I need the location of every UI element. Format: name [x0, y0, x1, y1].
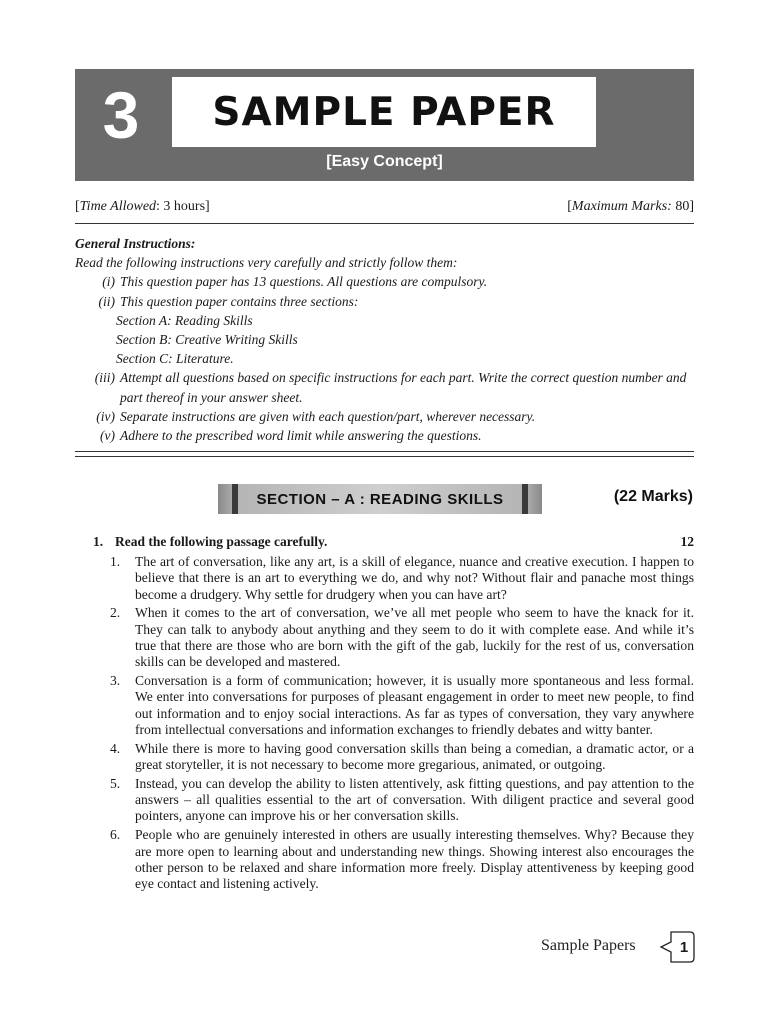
section-list-item: Section B: Creative Writing Skills: [116, 332, 298, 348]
passage-paragraph: 4. While there is more to having good conversation skills than being a comedian, a dramatic actor, or a great storyteller, it is not necessary to become more gregarious, animated, or outgoing.: [110, 740, 694, 773]
instruction-item: (iv) Separate instructions are given with each question/part, wherever necessary.: [96, 408, 536, 424]
instruction-item: (ii) This question paper contains three sections:: [98, 293, 359, 309]
paper-subtitle: [Easy Concept]: [326, 153, 443, 170]
passage-paragraph: 6. People who are genuinely interested in others are usually interesting themselves. Why? Because they are more open to learning about and understanding new things. Showing interest also encourages the other person to be relaxed and share information more freely. Display attentiveness by keeping good eye contact and listening actively.: [110, 827, 694, 892]
general-instructions: [75, 234, 694, 445]
section-title: SECTION – A : READING SKILLS: [256, 490, 504, 508]
divider: [75, 223, 694, 224]
section-marks: (22 Marks): [613, 488, 693, 505]
question-marks: 12: [680, 534, 694, 549]
instructions-intro: Read the following instructions very carefully and strictly follow them:: [75, 255, 458, 271]
question-text: Read the following passage carefully.: [115, 534, 328, 549]
instruction-item: (i) This question paper has 13 questions. All questions are compulsory.: [102, 274, 488, 290]
instruction-item: (v) Adhere to the prescribed word limit while answering the questions.: [100, 428, 482, 444]
maximum-marks: [Maximum Marks: 80]: [567, 199, 694, 214]
instructions-heading: General Instructions:: [75, 236, 196, 251]
section-list-item: Section A: Reading Skills: [116, 312, 253, 328]
question-heading: [93, 534, 694, 550]
passage-paragraph: 2. When it comes to the art of conversation, we’ve all met people who seem to have the knack for it. They can talk to anybody about anything and they seem to do it with complete ease. And while it’s true that there are those who are born with the gift of the gab, luckily for the rest of us, conversation skills can be developed and mastered.: [110, 605, 694, 670]
section-list-item: Section C: Literature.: [116, 351, 234, 367]
passage: [110, 554, 694, 895]
section-banner: [218, 484, 542, 514]
double-divider: [75, 451, 694, 457]
title-box: [172, 77, 596, 147]
passage-paragraph: 5. Instead, you can develop the ability to listen attentively, ask fitting questions, and pay attention to the answers – all qualities essential to the art of conversation. With diligent practice and several good pointers, anyone can improve his or her conversation skills.: [110, 775, 694, 824]
header-band: [75, 69, 694, 181]
passage-paragraph: 3. Conversation is a form of communication; however, it is usually more spontaneous and less formal. We enter into conversations for purposes of pleasant engagement in order to meet new people, to find out information and to enjoy social interactions. As far as types of conversation, they vary anywhere from intellectual conversations and information exchanges to friendly debates and witty banter.: [110, 673, 694, 737]
paper-title: SAMPLE PAPER: [212, 89, 556, 135]
paper-number: 3: [102, 78, 140, 152]
page-number-badge: [657, 931, 695, 963]
instruction-item: (iii) Attempt all questions based on specific instructions for each part. Write the correct question number and part thereof in your answer sheet.: [94, 370, 687, 405]
time-allowed: [Time Allowed: 3 hours]: [75, 199, 210, 214]
page-number: 1: [679, 938, 689, 956]
question-number: 1.: [93, 534, 104, 549]
meta-row: [75, 199, 694, 215]
passage-paragraph: 1. The art of conversation, like any art, is a skill of elegance, nuance and creative execution. I happen to believe that there is an art to everything we do, and why not? Without flair and panache most things become a drudgery. Why settle for drudgery when you can have art?: [110, 554, 694, 602]
footer-label: Sample Papers: [541, 937, 636, 954]
